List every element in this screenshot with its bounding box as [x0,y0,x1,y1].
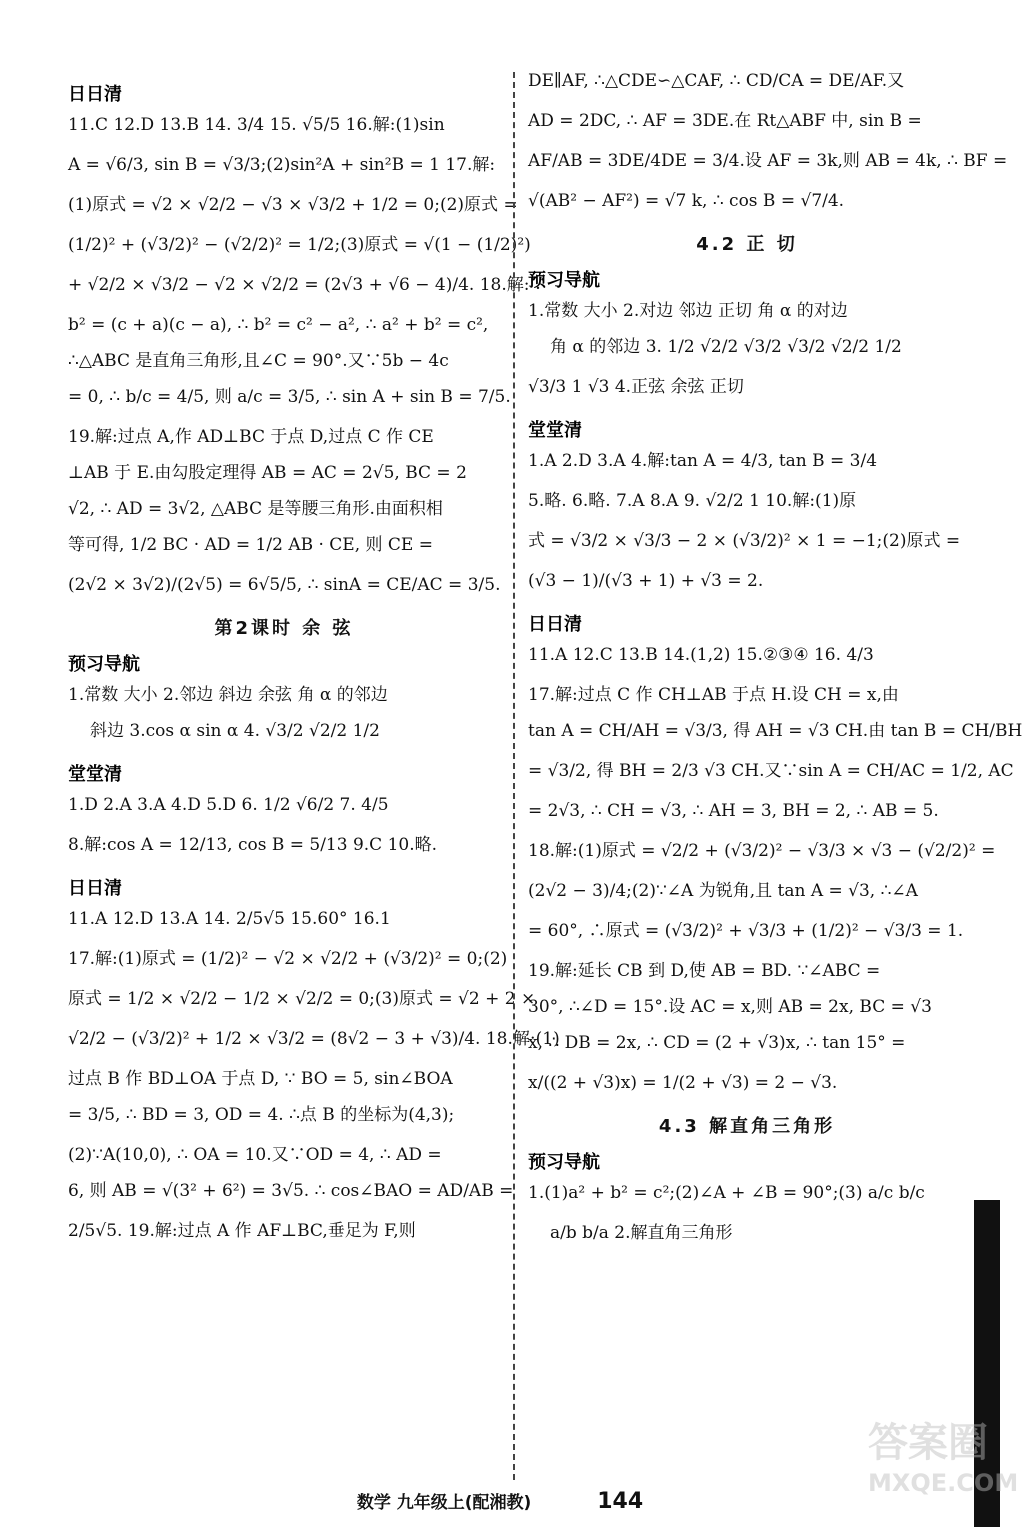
section-title-tangent: 4.2 正 切 [696,234,798,255]
text-line: (2)∵A(10,0), ∴ OA = 10.又∵OD = 4, ∴ AD = [68,1145,442,1165]
text-line: 18.解:(1)原式 = √2/2 + (√3/2)² − √3/3 × √3 − (√2/2)² = [528,841,996,861]
heading-tangtang: 堂堂清 [528,420,582,441]
text-line: (2√2 × 3√2)/(2√5) = 6√5/5, ∴ sinA = CE/AC = 3/5. [68,575,501,595]
text-line: √3/3 1 √3 4.正弦 余弦 正切 [528,377,744,397]
text-line: 过点 B 作 BD⊥OA 于点 D, ∵ BO = 5, sin∠BOA [68,1069,453,1089]
footer-subject: 数学 九年级上(配湘教) [356,1493,532,1513]
text-line: 19.解:过点 A,作 AD⊥BC 于点 D,过点 C 作 CE [68,427,434,447]
text-line: AF/AB = 3DE/4DE = 3/4.设 AF = 3k,则 AB = 4k, ∴ BF = [528,151,1008,171]
text-line: a/b b/a 2.解直角三角形 [550,1223,733,1243]
text-line: 1.A 2.D 3.A 4.解:tan A = 4/3, tan B = 3/4 [528,451,878,471]
text-line: 17.解:(1)原式 = (1/2)² − √2 × √2/2 + (√3/2)² = 0;(2) [68,949,508,969]
text-line: = 3/5, ∴ BD = 3, OD = 4. ∴点 B 的坐标为(4,3); [68,1105,455,1125]
text-line: 1.常数 大小 2.邻边 斜边 余弦 角 α 的邻边 [68,685,388,705]
text-line: 8.解:cos A = 12/13, cos B = 5/13 9.C 10.略. [68,835,438,855]
heading-yuxi-2: 预习导航 [528,1152,600,1173]
text-line: = 2√3, ∴ CH = √3, ∴ AH = 3, BH = 2, ∴ AB = 5. [528,801,939,821]
left-column [68,70,560,1256]
text-line: x/((2 + √3)x) = 1/(2 + √3) = 2 − √3. [528,1073,838,1093]
text-line: 2/5√5. 19.解:过点 A 作 AF⊥BC,垂足为 F,则 [68,1221,416,1241]
watermark-text: 答案圈 [868,1420,988,1466]
text-line: = √3/2, 得 BH = 2/3 √3 CH.又∵sin A = CH/AC = 1/2, AC [528,761,1014,781]
text-line: 式 = √3/2 × √3/3 − 2 × (√3/2)² × 1 = −1;(2)原式 = [528,531,961,551]
text-line: (1/2)² + (√3/2)² − (√2/2)² = 1/2;(3)原式 = √(1 − (1/2)²) [68,235,531,255]
text-line: AD = 2DC, ∴ AF = 3DE.在 Rt△ABF 中, sin B = [528,111,922,131]
text-line: 斜边 3.cos α sin α 4. √3/2 √2/2 1/2 [90,721,380,741]
text-line: 5.略. 6.略. 7.A 8.A 9. √2/2 1 10.解:(1)原 [528,491,857,511]
text-line: ∴△ABC 是直角三角形,且∠C = 90°.又∵5b − 4c [68,351,449,371]
text-line: + √2/2 × √3/2 − √2 × √2/2 = (2√3 + √6 − 4)/4. 18.解:∵ [68,275,547,295]
heading-rirqing-2: 日日清 [68,878,122,899]
text-line: 1.D 2.A 3.A 4.D 5.D 6. 1/2 √6/2 7. 4/5 [68,795,389,815]
text-line: 19.解:延长 CB 到 D,使 AB = BD. ∵∠ABC = [528,961,881,981]
text-line: 原式 = 1/2 × √2/2 − 1/2 × √2/2 = 0;(3)原式 = √2 + 2 × [68,989,536,1009]
text-line: 11.A 12.C 13.B 14.(1,2) 15.②③④ 16. 4/3 [528,645,874,665]
text-line: 1.常数 大小 2.对边 邻边 正切 角 α 的对边 [528,301,848,321]
heading-yuxi: 预习导航 [68,654,140,675]
text-line: 角 α 的邻边 3. 1/2 √2/2 √3/2 √3/2 √2/2 1/2 [550,337,902,357]
text-line: = 0, ∴ b/c = 4/5, 则 a/c = 3/5, ∴ sin A + sin B = 7/5. [68,387,511,407]
section-title-cosine: 第2课时 余 弦 [214,618,354,639]
right-column [528,70,1022,1262]
text-line: 等可得, 1/2 BC · AD = 1/2 AB · CE, 则 CE = [68,535,433,555]
text-line: 6, 则 AB = √(3² + 6²) = 3√5. ∴ cos∠BAO = AD/AB = [68,1181,514,1201]
text-line: = 60°, ∴原式 = (√3/2)² + √3/3 + (1/2)² − √3/3 = 1. [528,921,964,941]
text-line: (1)原式 = √2 × √2/2 − √3 × √3/2 + 1/2 = 0;(2)原式 = [68,195,518,215]
watermark-url: MXQE.COM [868,1469,1019,1497]
text-line: 1.(1)a² + b² = c²;(2)∠A + ∠B = 90°;(3) a/c b/c [528,1183,925,1203]
text-line: A = √6/3, sin B = √3/3;(2)sin²A + sin²B = 1 17.解: [68,155,496,175]
heading-yuxi: 预习导航 [528,270,600,291]
heading-rirqing: 日日清 [68,84,122,105]
heading-rirqing: 日日清 [528,614,582,635]
text-line: (√3 − 1)/(√3 + 1) + √3 = 2. [528,571,764,591]
text-line: 17.解:过点 C 作 CH⊥AB 于点 H.设 CH = x,由 [528,685,899,705]
heading-tangtang: 堂堂清 [68,764,122,785]
text-line: b² = (c + a)(c − a), ∴ b² = c² − a², ∴ a² + b² = c², [68,315,489,335]
text-line: √2/2 − (√3/2)² + 1/2 × √3/2 = (8√2 − 3 + √3)/4. 18.解:(1) [68,1029,560,1049]
section-title-solve-right-triangle: 4.3 解直角三角形 [658,1116,836,1137]
text-line: √2, ∴ AD = 3√2, △ABC 是等腰三角形.由面积相 [68,499,443,519]
column-divider [513,72,515,1480]
page-footer [0,1488,1000,1514]
text-line: 11.C 12.D 13.B 14. 3/4 15. √5/5 16.解:(1)sin [68,115,445,135]
text-line: tan A = CH/AH = √3/3, 得 AH = √3 CH.由 tan B = CH/BH [528,721,1022,741]
text-line: x, ∴ DB = 2x, ∴ CD = (2 + √3)x, ∴ tan 15° = [528,1033,906,1053]
text-line: 30°, ∴∠D = 15°.设 AC = x,则 AB = 2x, BC = √3 [528,997,932,1017]
text-line: √(AB² − AF²) = √7 k, ∴ cos B = √7/4. [528,191,845,211]
page-number: 144 [597,1489,644,1514]
text-line: 11.A 12.D 13.A 14. 2/5√5 15.60° 16.1 [68,909,391,929]
text-line: DE∥AF, ∴△CDE∽△CAF, ∴ CD/CA = DE/AF.又 [528,71,905,91]
text-line: (2√2 − 3)/4;(2)∵∠A 为锐角,且 tan A = √3, ∴∠A [528,881,918,901]
text-line: ⊥AB 于 E.由勾股定理得 AB = AC = 2√5, BC = 2 [68,463,467,483]
